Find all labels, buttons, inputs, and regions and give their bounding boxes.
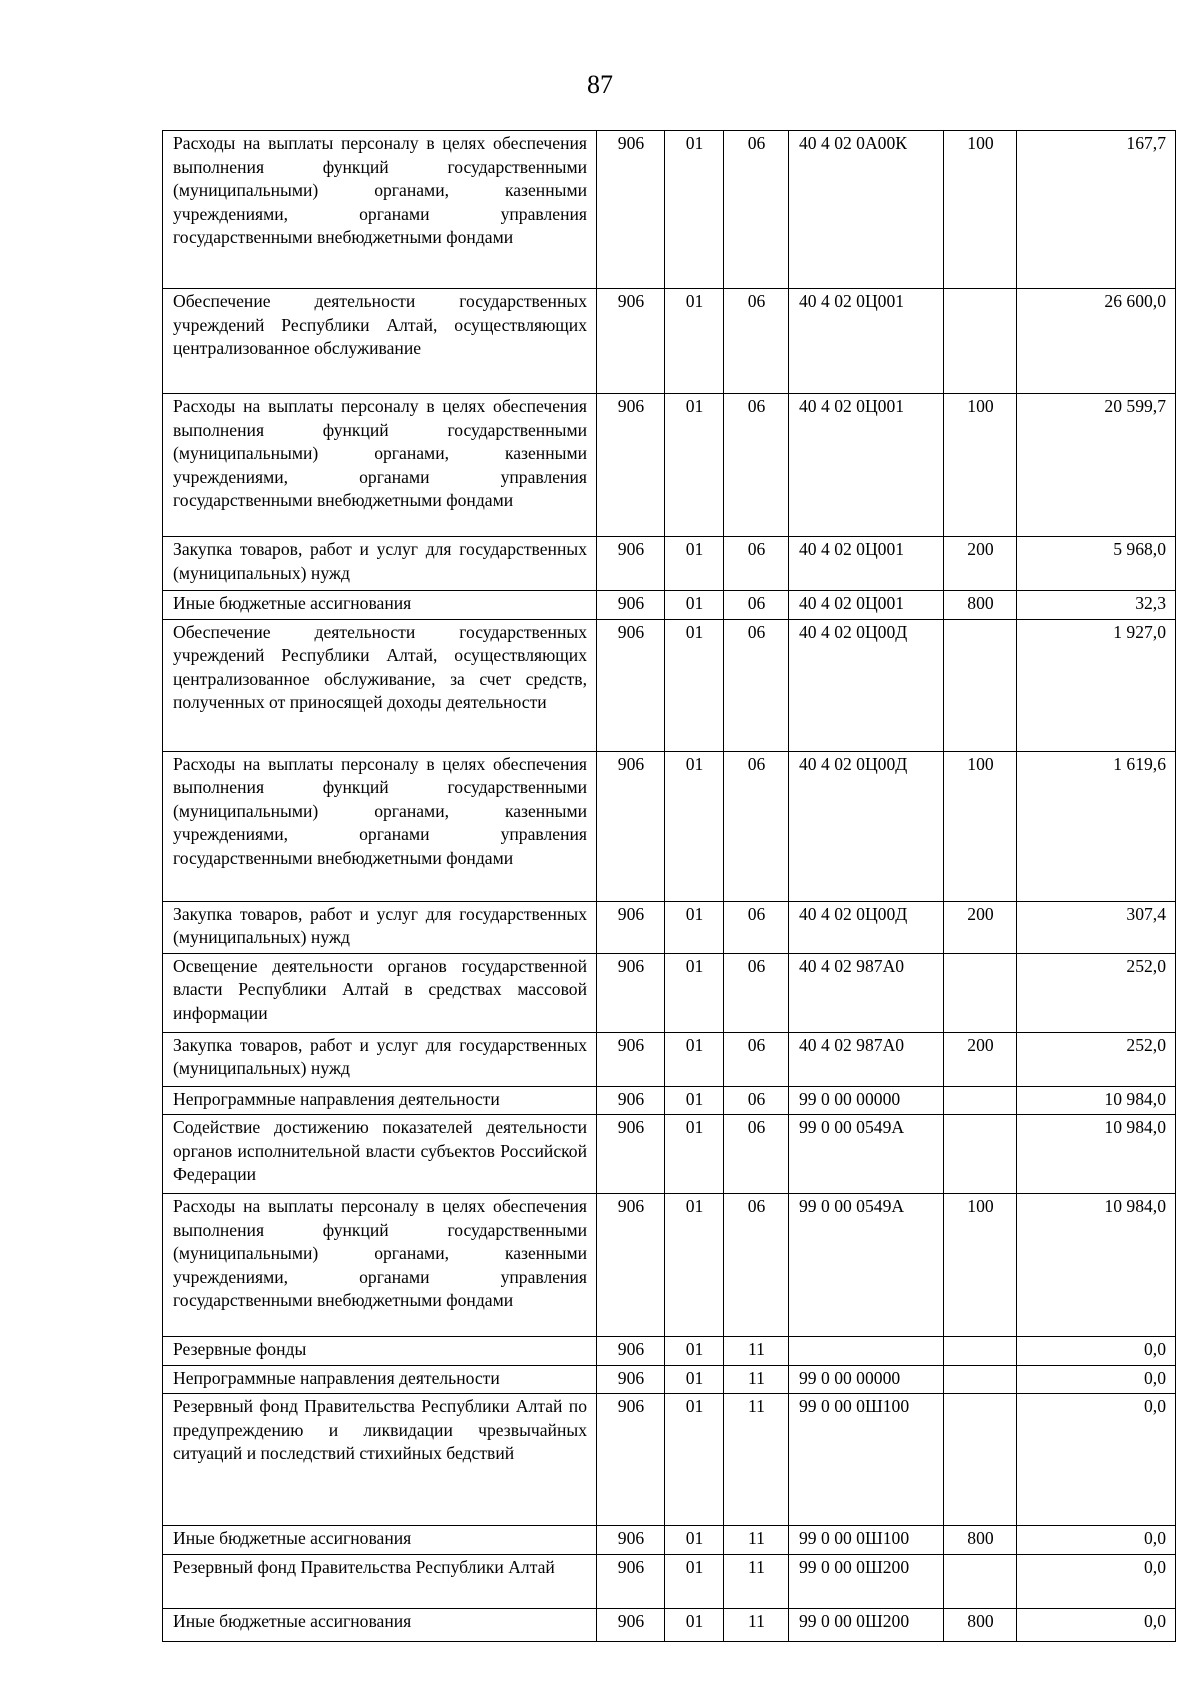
section-code-cell: 01 <box>665 1365 724 1394</box>
section-code-cell: 01 <box>665 1086 724 1115</box>
grbs-code-cell: 906 <box>597 1394 665 1526</box>
item-description-cell: Обеспечение деятельности государственных учреждений Республики Алтай, осуществляющих централизованное обслуживание, за счет средств, полученных от приносящей доходы деятельности <box>163 619 597 751</box>
amount-cell: 307,4 <box>1017 901 1176 953</box>
subsection-code-cell: 06 <box>724 591 789 620</box>
amount-cell: 0,0 <box>1017 1394 1176 1526</box>
target-article-code-cell: 40 4 02 0А00К <box>789 131 944 289</box>
grbs-code-cell: 906 <box>597 289 665 394</box>
grbs-code-cell: 906 <box>597 394 665 537</box>
grbs-code-cell: 906 <box>597 1554 665 1608</box>
expense-type-code-cell: 200 <box>944 537 1017 591</box>
section-code-cell: 01 <box>665 591 724 620</box>
item-description-cell: Иные бюджетные ассигнования <box>163 1526 597 1555</box>
expense-type-code-cell <box>944 1337 1017 1366</box>
amount-cell: 10 984,0 <box>1017 1194 1176 1337</box>
table-row <box>163 1554 1176 1608</box>
subsection-code-cell: 11 <box>724 1554 789 1608</box>
budget-table-body <box>163 131 1176 1642</box>
item-description-cell: Непрограммные направления деятельности <box>163 1365 597 1394</box>
table-row <box>163 537 1176 591</box>
section-code-cell: 01 <box>665 1032 724 1086</box>
grbs-code-cell: 906 <box>597 751 665 901</box>
section-code-cell: 01 <box>665 1337 724 1366</box>
table-row <box>163 1394 1176 1526</box>
section-code-cell: 01 <box>665 1554 724 1608</box>
subsection-code-cell: 06 <box>724 901 789 953</box>
table-row <box>163 1337 1176 1366</box>
target-article-code-cell: 99 0 00 00000 <box>789 1086 944 1115</box>
target-article-code-cell <box>789 1337 944 1366</box>
target-article-code-cell: 99 0 00 0549А <box>789 1194 944 1337</box>
section-code-cell: 01 <box>665 131 724 289</box>
amount-cell: 1 927,0 <box>1017 619 1176 751</box>
grbs-code-cell: 906 <box>597 1115 665 1194</box>
amount-cell: 32,3 <box>1017 591 1176 620</box>
section-code-cell: 01 <box>665 1526 724 1555</box>
grbs-code-cell: 906 <box>597 1608 665 1641</box>
page-number: 87 <box>587 70 613 99</box>
table-row <box>163 1086 1176 1115</box>
amount-cell: 10 984,0 <box>1017 1086 1176 1115</box>
item-description-cell: Расходы на выплаты персоналу в целях обеспечения выполнения функций государственными (муниципальными) органами, казенными учреждениями, органами управления государственными внебюджетными фондами <box>163 1194 597 1337</box>
expense-type-code-cell: 800 <box>944 1608 1017 1641</box>
subsection-code-cell: 06 <box>724 619 789 751</box>
table-row <box>163 394 1176 537</box>
amount-cell: 20 599,7 <box>1017 394 1176 537</box>
item-description-cell: Расходы на выплаты персоналу в целях обеспечения выполнения функций государственными (муниципальными) органами, казенными учреждениями, органами управления государственными внебюджетными фондами <box>163 751 597 901</box>
expense-type-code-cell <box>944 1394 1017 1526</box>
subsection-code-cell: 06 <box>724 131 789 289</box>
expense-type-code-cell: 100 <box>944 751 1017 901</box>
expense-type-code-cell <box>944 1115 1017 1194</box>
expense-type-code-cell: 100 <box>944 131 1017 289</box>
amount-cell: 0,0 <box>1017 1526 1176 1555</box>
section-code-cell: 01 <box>665 289 724 394</box>
table-row <box>163 1365 1176 1394</box>
budget-table <box>162 130 1176 1642</box>
subsection-code-cell: 06 <box>724 289 789 394</box>
table-row <box>163 953 1176 1032</box>
grbs-code-cell: 906 <box>597 1086 665 1115</box>
target-article-code-cell: 40 4 02 0Ц00Д <box>789 619 944 751</box>
table-row <box>163 901 1176 953</box>
expense-type-code-cell: 100 <box>944 1194 1017 1337</box>
target-article-code-cell: 40 4 02 0Ц00Д <box>789 901 944 953</box>
amount-cell: 5 968,0 <box>1017 537 1176 591</box>
item-description-cell: Расходы на выплаты персоналу в целях обеспечения выполнения функций государственными (муниципальными) органами, казенными учреждениями, органами управления государственными внебюджетными фондами <box>163 131 597 289</box>
table-row <box>163 619 1176 751</box>
item-description-cell: Иные бюджетные ассигнования <box>163 591 597 620</box>
grbs-code-cell: 906 <box>597 619 665 751</box>
item-description-cell: Резервный фонд Правительства Республики Алтай по предупреждению и ликвидации чрезвычайных ситуаций и последствий стихийных бедствий <box>163 1394 597 1526</box>
expense-type-code-cell <box>944 289 1017 394</box>
subsection-code-cell: 06 <box>724 537 789 591</box>
section-code-cell: 01 <box>665 751 724 901</box>
target-article-code-cell: 99 0 00 00000 <box>789 1365 944 1394</box>
item-description-cell: Резервные фонды <box>163 1337 597 1366</box>
section-code-cell: 01 <box>665 1608 724 1641</box>
subsection-code-cell: 06 <box>724 953 789 1032</box>
subsection-code-cell: 06 <box>724 394 789 537</box>
amount-cell: 252,0 <box>1017 1032 1176 1086</box>
item-description-cell: Расходы на выплаты персоналу в целях обеспечения выполнения функций государственными (муниципальными) органами, казенными учреждениями, органами управления государственными внебюджетными фондами <box>163 394 597 537</box>
subsection-code-cell: 06 <box>724 1115 789 1194</box>
subsection-code-cell: 11 <box>724 1394 789 1526</box>
target-article-code-cell: 99 0 00 0Ш100 <box>789 1394 944 1526</box>
target-article-code-cell: 40 4 02 987А0 <box>789 1032 944 1086</box>
grbs-code-cell: 906 <box>597 131 665 289</box>
expense-type-code-cell: 200 <box>944 1032 1017 1086</box>
expense-type-code-cell: 800 <box>944 591 1017 620</box>
item-description-cell: Закупка товаров, работ и услуг для государственных (муниципальных) нужд <box>163 901 597 953</box>
subsection-code-cell: 11 <box>724 1608 789 1641</box>
target-article-code-cell: 40 4 02 0Ц001 <box>789 591 944 620</box>
expense-type-code-cell <box>944 1365 1017 1394</box>
item-description-cell: Обеспечение деятельности государственных учреждений Республики Алтай, осуществляющих централизованное обслуживание <box>163 289 597 394</box>
section-code-cell: 01 <box>665 953 724 1032</box>
amount-cell: 0,0 <box>1017 1337 1176 1366</box>
subsection-code-cell: 06 <box>724 1086 789 1115</box>
grbs-code-cell: 906 <box>597 591 665 620</box>
target-article-code-cell: 40 4 02 0Ц001 <box>789 289 944 394</box>
target-article-code-cell: 40 4 02 0Ц00Д <box>789 751 944 901</box>
expense-type-code-cell <box>944 619 1017 751</box>
grbs-code-cell: 906 <box>597 537 665 591</box>
grbs-code-cell: 906 <box>597 953 665 1032</box>
amount-cell: 10 984,0 <box>1017 1115 1176 1194</box>
target-article-code-cell: 99 0 00 0Ш200 <box>789 1608 944 1641</box>
expense-type-code-cell <box>944 1086 1017 1115</box>
item-description-cell: Освещение деятельности органов государственной власти Республики Алтай в средствах массовой информации <box>163 953 597 1032</box>
expense-type-code-cell: 800 <box>944 1526 1017 1555</box>
target-article-code-cell: 99 0 00 0Ш100 <box>789 1526 944 1555</box>
amount-cell: 26 600,0 <box>1017 289 1176 394</box>
table-row <box>163 1032 1176 1086</box>
grbs-code-cell: 906 <box>597 901 665 953</box>
section-code-cell: 01 <box>665 1394 724 1526</box>
section-code-cell: 01 <box>665 1115 724 1194</box>
target-article-code-cell: 99 0 00 0549А <box>789 1115 944 1194</box>
subsection-code-cell: 11 <box>724 1365 789 1394</box>
grbs-code-cell: 906 <box>597 1032 665 1086</box>
table-row <box>163 1608 1176 1641</box>
subsection-code-cell: 06 <box>724 1032 789 1086</box>
target-article-code-cell: 40 4 02 0Ц001 <box>789 537 944 591</box>
grbs-code-cell: 906 <box>597 1194 665 1337</box>
grbs-code-cell: 906 <box>597 1337 665 1366</box>
section-code-cell: 01 <box>665 537 724 591</box>
table-row <box>163 1115 1176 1194</box>
table-row <box>163 1526 1176 1555</box>
grbs-code-cell: 906 <box>597 1526 665 1555</box>
table-row <box>163 1194 1176 1337</box>
section-code-cell: 01 <box>665 901 724 953</box>
item-description-cell: Иные бюджетные ассигнования <box>163 1608 597 1641</box>
item-description-cell: Резервный фонд Правительства Республики Алтай <box>163 1554 597 1608</box>
expense-type-code-cell: 200 <box>944 901 1017 953</box>
subsection-code-cell: 06 <box>724 751 789 901</box>
subsection-code-cell: 11 <box>724 1337 789 1366</box>
table-row <box>163 289 1176 394</box>
amount-cell: 0,0 <box>1017 1608 1176 1641</box>
section-code-cell: 01 <box>665 394 724 537</box>
table-row <box>163 751 1176 901</box>
table-row <box>163 131 1176 289</box>
item-description-cell: Непрограммные направления деятельности <box>163 1086 597 1115</box>
amount-cell: 0,0 <box>1017 1365 1176 1394</box>
amount-cell: 167,7 <box>1017 131 1176 289</box>
item-description-cell: Закупка товаров, работ и услуг для государственных (муниципальных) нужд <box>163 537 597 591</box>
grbs-code-cell: 906 <box>597 1365 665 1394</box>
item-description-cell: Закупка товаров, работ и услуг для государственных (муниципальных) нужд <box>163 1032 597 1086</box>
item-description-cell: Содействие достижению показателей деятельности органов исполнительной власти субъектов Российской Федерации <box>163 1115 597 1194</box>
expense-type-code-cell <box>944 953 1017 1032</box>
amount-cell: 0,0 <box>1017 1554 1176 1608</box>
amount-cell: 252,0 <box>1017 953 1176 1032</box>
table-row <box>163 591 1176 620</box>
subsection-code-cell: 06 <box>724 1194 789 1337</box>
subsection-code-cell: 11 <box>724 1526 789 1555</box>
amount-cell: 1 619,6 <box>1017 751 1176 901</box>
expense-type-code-cell: 100 <box>944 394 1017 537</box>
target-article-code-cell: 40 4 02 0Ц001 <box>789 394 944 537</box>
section-code-cell: 01 <box>665 619 724 751</box>
expense-type-code-cell <box>944 1554 1017 1608</box>
section-code-cell: 01 <box>665 1194 724 1337</box>
target-article-code-cell: 40 4 02 987А0 <box>789 953 944 1032</box>
target-article-code-cell: 99 0 00 0Ш200 <box>789 1554 944 1608</box>
